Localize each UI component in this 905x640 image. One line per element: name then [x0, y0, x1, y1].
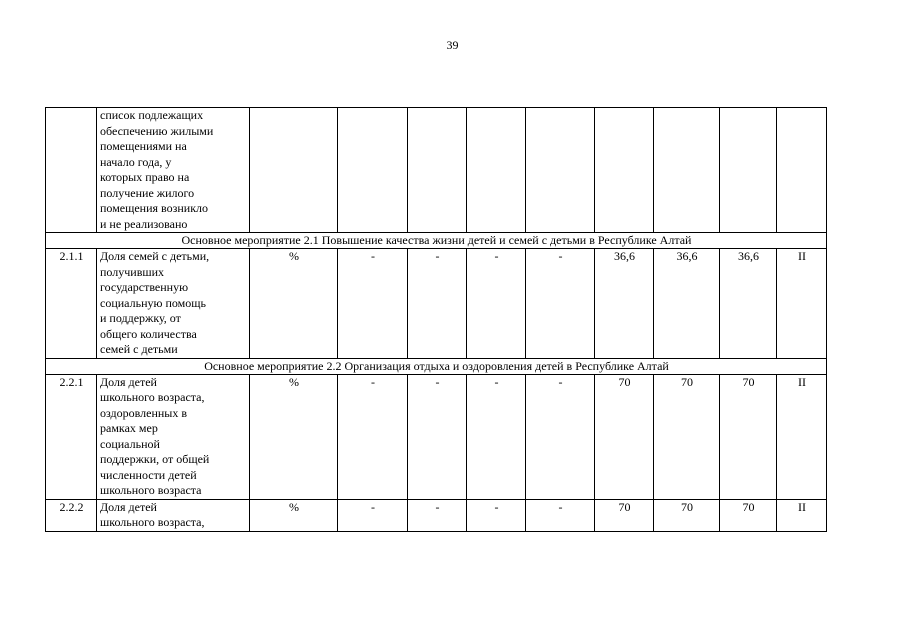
value-cell: [595, 108, 654, 233]
value-cell: [654, 108, 720, 233]
indicator-name: [97, 249, 250, 359]
indicator-name-line: социальную помощь: [100, 295, 206, 310]
indicator-name-line: поддержки, от общей: [100, 452, 210, 466]
value-cell: 70: [654, 499, 720, 531]
indicator-name-line: обеспечению жилыми: [100, 123, 214, 138]
section-row: [46, 233, 827, 249]
indicator-name-line: школьного возраста: [100, 483, 202, 497]
table-row: [46, 499, 827, 531]
value-cell: 70: [595, 374, 654, 499]
section-title: Основное мероприятие 2.1 Повышение качества жизни детей и семей с детьми в Республике Алтай: [46, 233, 827, 249]
page-number: 39: [446, 38, 459, 52]
indicator-name-line: школьного возраста,: [100, 515, 205, 529]
indicator-name: [97, 108, 250, 233]
value-cell: 70: [720, 374, 777, 499]
indicators-table: [45, 107, 827, 532]
value-cell: -: [338, 499, 408, 531]
section-title: Основное мероприятие 2.2 Организация отдыха и оздоровления детей в Республике Алтай: [46, 358, 827, 374]
row-number: 2.2.1: [46, 374, 97, 499]
indicator-name-line: Доля детей: [100, 374, 157, 389]
indicator-name-line: рамках мер: [100, 421, 158, 435]
value-cell: -: [408, 374, 467, 499]
indicator-name-line: социальной: [100, 436, 160, 451]
value-cell: 70: [654, 374, 720, 499]
indicator-name-line: получивших: [100, 264, 165, 279]
indicator-name-line: оздоровленных в: [100, 405, 188, 420]
indicator-name-line: список подлежащих: [100, 108, 204, 122]
value-cell: -: [408, 499, 467, 531]
value-cell: -: [467, 249, 526, 359]
category-cell: II: [777, 249, 827, 359]
indicator-name-line: помещения возникло: [100, 201, 209, 215]
value-cell: -: [408, 249, 467, 359]
indicator-name-line: общего количества: [100, 326, 197, 341]
value-cell: -: [526, 499, 595, 531]
value-cell: -: [338, 249, 408, 359]
row-number: 2.1.1: [46, 249, 97, 359]
value-cell: -: [467, 499, 526, 531]
indicator-name: [97, 374, 250, 499]
row-number: 2.2.2: [46, 499, 97, 531]
table-row: [46, 374, 827, 499]
row-number: [46, 108, 97, 233]
value-cell: [467, 108, 526, 233]
value-cell: -: [467, 374, 526, 499]
indicator-name-line: школьного возраста,: [100, 390, 205, 404]
indicator-name-line: начало года, у: [100, 154, 172, 169]
indicator-name-line: помещениями на: [100, 139, 187, 153]
table-row: [46, 108, 827, 233]
value-cell: [526, 108, 595, 233]
value-cell: 36,6: [595, 249, 654, 359]
unit-cell: %: [250, 249, 338, 359]
value-cell: -: [526, 374, 595, 499]
indicator-name-line: и не реализовано: [100, 216, 188, 231]
value-cell: 36,6: [720, 249, 777, 359]
value-cell: 36,6: [654, 249, 720, 359]
category-cell: II: [777, 499, 827, 531]
indicator-name-line: семей с детьми: [100, 342, 178, 356]
value-cell: 70: [595, 499, 654, 531]
indicator-name-line: получение жилого: [100, 185, 195, 200]
indicator-name-line: государственную: [100, 280, 189, 294]
value-cell: [720, 108, 777, 233]
value-cell: [408, 108, 467, 233]
unit-cell: %: [250, 374, 338, 499]
indicator-name-line: Доля детей: [100, 499, 157, 514]
category-cell: II: [777, 374, 827, 499]
indicator-name: [97, 499, 250, 531]
indicator-name-line: Доля семей с детьми,: [100, 249, 210, 263]
unit-cell: %: [250, 499, 338, 531]
category-cell: [777, 108, 827, 233]
value-cell: -: [338, 374, 408, 499]
indicator-name-line: и поддержку, от: [100, 311, 181, 325]
indicator-name-line: численности детей: [100, 467, 197, 482]
unit-cell: [250, 108, 338, 233]
table-row: [46, 249, 827, 359]
indicator-name-line: которых право на: [100, 170, 190, 184]
section-row: [46, 358, 827, 374]
value-cell: 70: [720, 499, 777, 531]
value-cell: -: [526, 249, 595, 359]
value-cell: [338, 108, 408, 233]
